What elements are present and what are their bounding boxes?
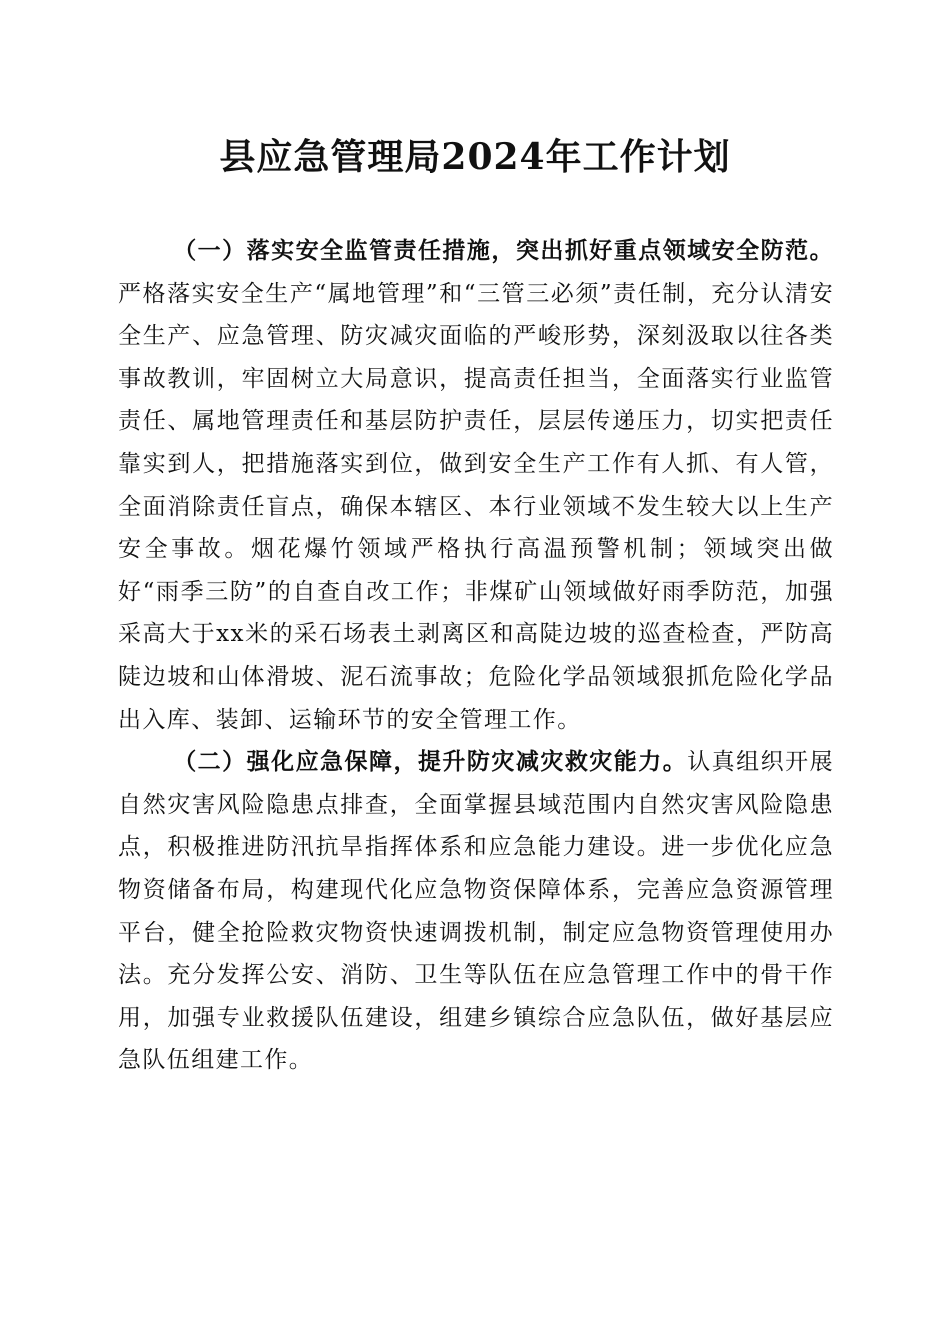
paragraph-1-heading: （一）落实安全监管责任措施，突出抓好重点领域安全防范。 bbox=[173, 237, 834, 264]
document-title: 县应急管理局2024年工作计划 bbox=[219, 136, 731, 178]
paragraph-2-body: 认真组织开展自然灾害风险隐患点排查，全面掌握县域范围内自然灾害风险隐患点，积极推进防汛抗旱指挥体系和应急能力建设。进一步优化应急物资储备布局，构建现代化应急物资保障体系，完善应急资源管理平台，健全抢险救灾物资快速调拨机制，制定应急物资管理使用办法。充分发挥公安、消防、卫生等队伍在应急管理工作中的骨干作用，加强专业救援队伍建设，组建乡镇综合应急队伍，做好基层应急队伍组建工作。 bbox=[118, 749, 834, 1074]
paragraph-2-heading: （二）强化应急保障，提升防灾减灾救灾能力。 bbox=[173, 748, 688, 776]
paragraph-1 bbox=[118, 230, 834, 741]
paragraph-1-body: 严格落实安全生产“属地管理”和“三管三必须”责任制，充分认清安全生产、应急管理、防灾减灾面临的严峻形势，深刻汲取以往各类事故教训，牢固树立大局意识，提高责任担当，全面落实行业监管责任、属地管理责任和基层防护责任，层层传递压力，切实把责任靠实到人，把措施落实到位，做到安全生产工作有人抓、有人管，全面消除责任盲点，确保本辖区、本行业领域不发生较大以上生产安全事故。烟花爆竹领域严格执行高温预警机制；领域突出做好“雨季三防”的自查自改工作；非煤矿山领域做好雨季防范，加强采高大于xx米的采石场表土剥离区和高陡边坡的巡查检查，严防高陡边坡和山体滑坡、泥石流事故；危险化学品领域狠抓危险化学品出入库、装卸、运输环节的安全管理工作。 bbox=[118, 280, 834, 733]
document-body bbox=[118, 230, 834, 1082]
paragraph-2 bbox=[118, 741, 834, 1082]
